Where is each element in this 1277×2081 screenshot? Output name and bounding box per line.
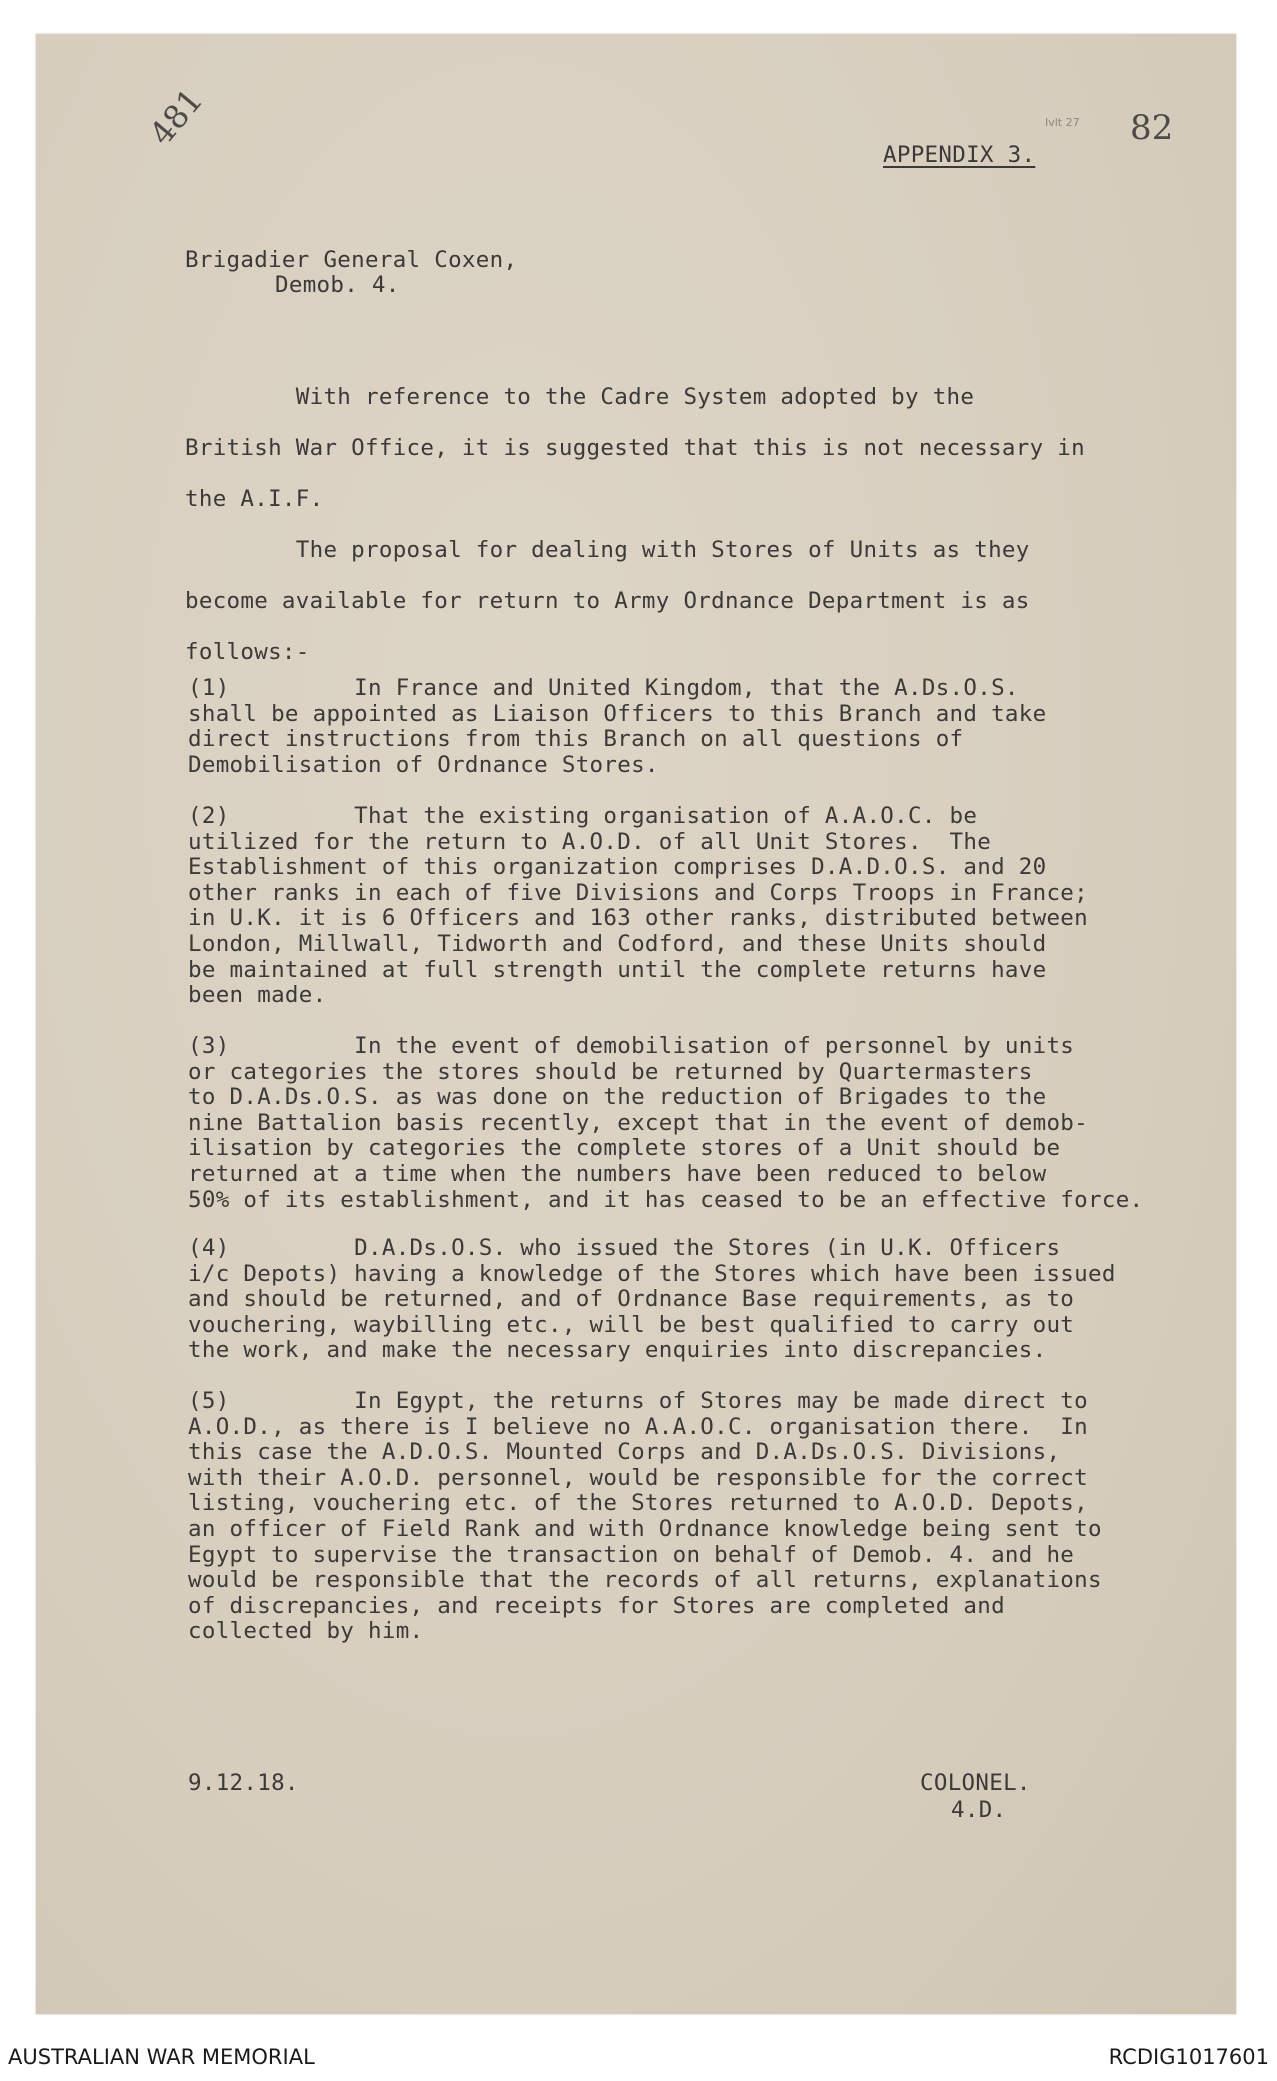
intro-paragraph: With reference to the Cadre System adopted by the British War Office, it is suggested that this is not necessary in the A.I.F. The proposal for dealing with Stores of Units as they become available for return to Army Ordnance Department is as follows:- (185, 384, 1085, 665)
paragraph-3: (3) In the event of demobilisation of personnel by units or categories the stores should be returned by Quartermasters to D.A.Ds.O.S. as was done on the reduction of Brigades to the nine Battalion basis recently, except that in the event of demob- ilisation by categories the complete stores of a Unit should be returned at a time when the numbers have been reduced to below 50% of its establishment, and it has ceased to be an effective force. (188, 1033, 1144, 1213)
document-date: 9.12.18. (188, 1770, 299, 1796)
footer-institution: AUSTRALIAN WAR MEMORIAL (8, 2045, 315, 2069)
stamp-number: 481 (142, 81, 211, 153)
received-mark: Ivlt 27 (1045, 116, 1080, 129)
appendix-heading: APPENDIX 3. (883, 142, 1036, 168)
paragraph-2: (2) That the existing organisation of A.A.O.C. be utilized for the return to A.O.D. of all Unit Stores. The Establishment of this organization comprises D.A.D.O.S. and 20 other ranks in each of five Divisions and Corps Troops in France; in U.K. it is 6 Officers and 163 other ranks, distributed between London, Millwall, Tidworth and Codford, and these Units should be maintained at full strength until the complete returns have been made. (188, 803, 1088, 1009)
paragraph-1: (1) In France and United Kingdom, that the A.Ds.O.S. shall be appointed as Liaison Officers to this Branch and take direct instructions from this Branch on all questions of Demobilisation of Ordnance Stores. (188, 675, 1047, 778)
addressee-name: Brigadier General Coxen, (185, 247, 518, 273)
footer-reference: RCDIG1017601 (1108, 2045, 1269, 2069)
signature-department: 4.D. (951, 1797, 1007, 1823)
signature-title: COLONEL. (920, 1770, 1031, 1796)
document-page (36, 34, 1236, 2014)
folio-number: 82 (1130, 108, 1174, 148)
addressee-branch: Demob. 4. (275, 272, 400, 298)
paragraph-4: (4) D.A.Ds.O.S. who issued the Stores (in U.K. Officers i/c Depots) having a knowledge of the Stores which have been issued and should be returned, and of Ordnance Base requirements, as to vouchering, waybilling etc., will be best qualified to carry out the work, and make the necessary enquiries into discrepancies. (188, 1235, 1116, 1364)
paragraph-5: (5) In Egypt, the returns of Stores may be made direct to A.O.D., as there is I believe no A.A.O.C. organisation there. In this case the A.D.O.S. Mounted Corps and D.A.Ds.O.S. Divisions, with their A.O.D. personnel, would be responsible for the correct listing, vouchering etc. of the Stores returned to A.O.D. Depots, an officer of Field Rank and with Ordnance knowledge being sent to Egypt to supervise the transaction on behalf of Demob. 4. and he would be responsible that the records of all returns, explanations of discrepancies, and receipts for Stores are completed and collected by him. (188, 1388, 1102, 1645)
